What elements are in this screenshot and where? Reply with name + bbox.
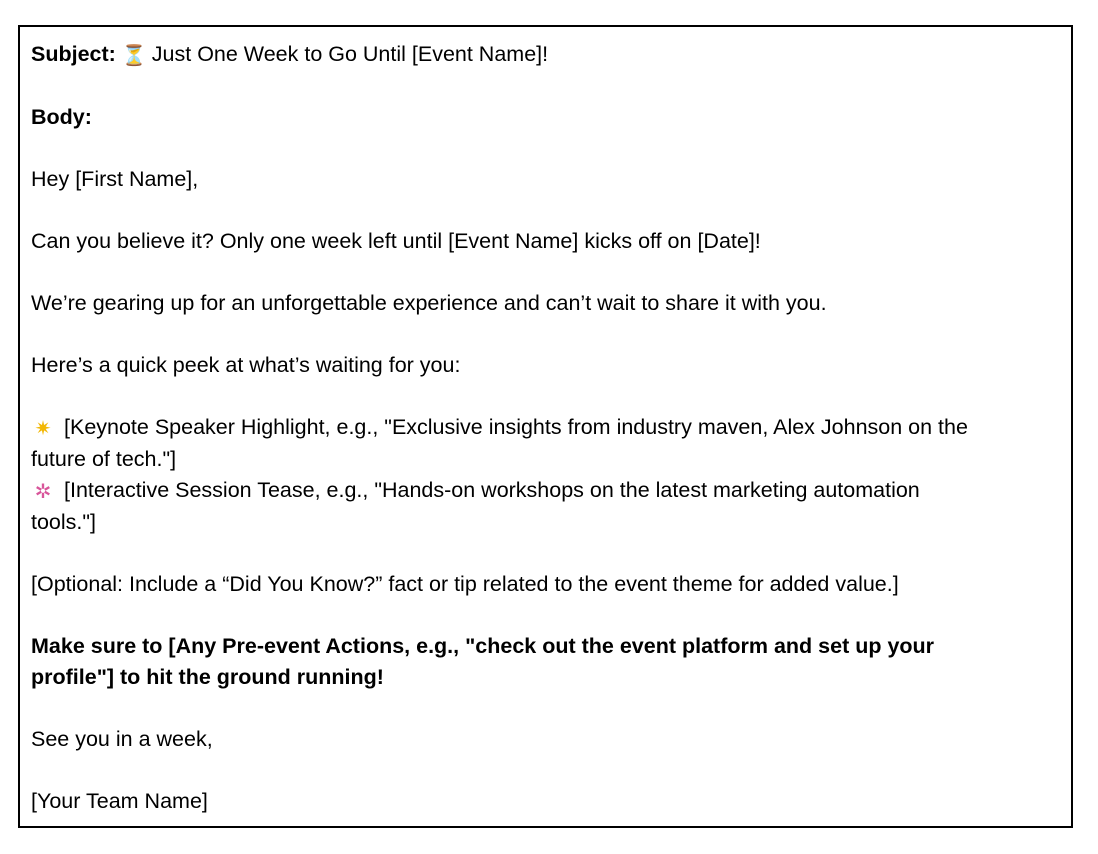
highlight-text-cont: future of tech."] [31,447,177,471]
signoff: See you in a week, [31,727,213,751]
highlight-text: [Keynote Speaker Highlight, e.g., "Exclusive insights from industry maven, Alex Johnson on the [64,415,968,439]
cta-line-cont: profile"] to hit the ground running! [31,665,384,689]
party-popper-icon: ✲ [34,479,52,503]
cta-line: Make sure to [Any Pre-event Actions, e.g., "check out the event platform and set up your [31,634,935,658]
peek-paragraph: Here’s a quick peek at what’s waiting for you: [31,353,461,377]
team-name: [Your Team Name] [31,789,208,813]
email-template-box [18,25,1073,828]
intro-paragraph: Can you believe it? Only one week left until [Event Name] kicks off on [Date]! [31,229,761,253]
optional-tip: [Optional: Include a “Did You Know?” fact or tip related to the event theme for added value.] [31,572,899,596]
greeting: Hey [First Name], [31,167,199,191]
highlight-text: [Interactive Session Tease, e.g., "Hands-on workshops on the latest marketing automation [64,478,920,502]
highlight-text-cont: tools."] [31,510,96,534]
highlight-item-session [31,475,1060,538]
glowing-star-icon: ✷ [34,416,52,440]
subject-line [31,39,1060,71]
highlight-item-keynote [31,412,1060,475]
highlight-list [31,412,1060,538]
body-label: Body: [31,105,92,129]
subject-label: Subject: [31,42,116,66]
hourglass-icon: ⏳ [121,43,147,67]
subject-text: Just One Week to Go Until [Event Name]! [145,42,549,66]
experience-paragraph: We’re gearing up for an unforgettable experience and can’t wait to share it with you. [31,291,827,315]
call-to-action [31,631,1060,693]
